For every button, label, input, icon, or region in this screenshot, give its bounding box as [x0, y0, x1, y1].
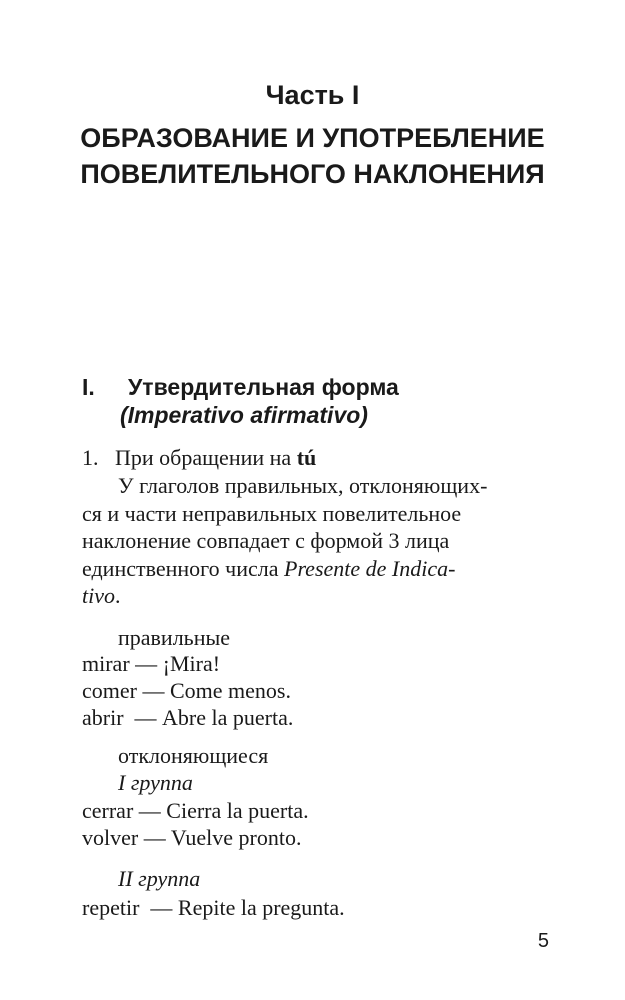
example-form: Cierra la puerta. [166, 798, 309, 823]
paragraph-term: Presente de Indica- [284, 555, 456, 581]
example-dash: — [134, 705, 157, 730]
group-label-group2: II группа [118, 866, 201, 891]
example-form: Repite la pregunta. [177, 895, 345, 920]
section-subtitle: (Imperativo afirmativo) [120, 402, 368, 428]
example-dash: — [143, 825, 166, 850]
item-text: При обращении на [115, 445, 292, 470]
example-row [82, 704, 293, 731]
rule-paragraph [82, 472, 487, 610]
part-label: Часть I [265, 80, 360, 110]
example-row [82, 894, 345, 921]
item-heading [82, 444, 316, 472]
chapter-title-line: ОБРАЗОВАНИЕ И УПОТРЕБЛЕНИЕ [80, 123, 545, 153]
example-form: Come menos. [169, 678, 291, 703]
example-verb: abrir [82, 705, 124, 730]
example-form: Vuelve pronto. [170, 825, 302, 850]
example-dash: — [135, 651, 158, 676]
paragraph-line [82, 555, 487, 583]
chapter-title-line: ПОВЕЛИТЕЛЬНОГО НАКЛОНЕНИЯ [80, 159, 545, 189]
example-verb: cerrar [82, 798, 134, 823]
example-form: ¡Mira! [162, 651, 221, 676]
paragraph-term: tivo [82, 583, 115, 608]
group-label-deviating: отклоняющиеся [118, 743, 269, 768]
paragraph-line: наклонение совпадает с формой 3 лица [82, 528, 450, 553]
paragraph-text: . [115, 583, 121, 608]
group-label-regular: правильные [118, 625, 231, 650]
example-row [82, 824, 301, 851]
example-verb: mirar [82, 651, 130, 676]
paragraph-line: У глаголов правильных, отклоняющих- [118, 473, 488, 498]
example-form: Abre la puerta. [162, 705, 294, 730]
example-row [82, 677, 291, 704]
group-label-group1: I группа [118, 770, 193, 795]
example-dash: — [142, 678, 165, 703]
example-verb: comer [82, 678, 137, 703]
chapter-title [0, 120, 625, 192]
example-dash: — [138, 798, 161, 823]
paragraph-line: ся и части неправильных повелительное [82, 500, 462, 526]
example-dash: — [150, 895, 173, 920]
example-row [82, 797, 309, 824]
item-keyword: tú [296, 445, 317, 470]
paragraph-text: единственного числа [82, 555, 279, 581]
item-number: 1. [82, 445, 99, 470]
example-verb: repetir [82, 895, 140, 920]
section-number: I. [82, 374, 95, 400]
page-number: 5 [537, 930, 549, 952]
paragraph-line [82, 582, 487, 610]
example-row [82, 650, 220, 677]
section-title: Утвердительная форма [128, 374, 399, 400]
example-verb: volver [82, 825, 139, 850]
